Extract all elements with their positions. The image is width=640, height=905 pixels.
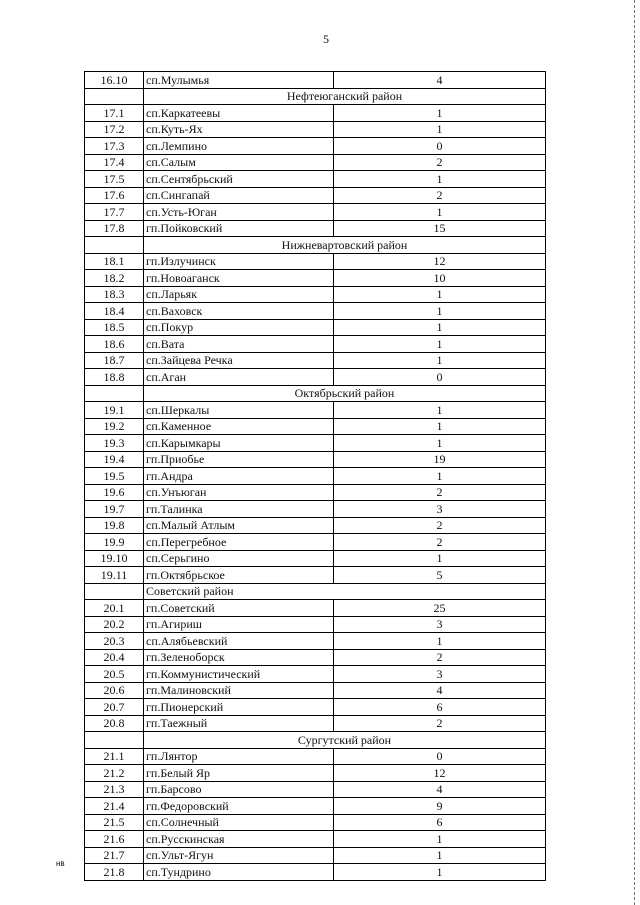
row-number: 16.10	[85, 72, 144, 89]
table-row	[85, 633, 546, 650]
settlement-value: 2	[334, 534, 546, 551]
table-row	[85, 418, 546, 435]
settlement-value: 1	[334, 336, 546, 353]
settlement-value: 2	[334, 154, 546, 171]
row-number: 20.3	[85, 633, 144, 650]
row-number: 18.4	[85, 303, 144, 320]
row-number: 17.8	[85, 220, 144, 237]
settlement-value: 1	[334, 352, 546, 369]
table-row	[85, 336, 546, 353]
row-number: 19.2	[85, 418, 144, 435]
settlement-name: сп.Ларьяк	[144, 286, 334, 303]
row-number: 21.4	[85, 798, 144, 815]
settlement-name: сп.Тундрино	[144, 864, 334, 881]
settlement-name: сп.Сингапай	[144, 187, 334, 204]
district-row	[85, 385, 546, 402]
district-row-spacer	[85, 583, 144, 600]
settlement-value: 1	[334, 303, 546, 320]
row-number: 21.3	[85, 781, 144, 798]
settlement-name: сп.Солнечный	[144, 814, 334, 831]
row-number: 19.11	[85, 567, 144, 584]
settlement-name: сп.Каменное	[144, 418, 334, 435]
settlement-name: сп.Карымкары	[144, 435, 334, 452]
district-row-spacer	[85, 237, 144, 254]
settlement-value: 1	[334, 204, 546, 221]
settlement-name: гп.Пионерский	[144, 699, 334, 716]
settlement-value: 6	[334, 814, 546, 831]
settlement-name: сп.Куть-Ях	[144, 121, 334, 138]
row-number: 20.4	[85, 649, 144, 666]
settlement-value: 25	[334, 600, 546, 617]
settlement-value: 2	[334, 715, 546, 732]
settlement-name: гп.Талинка	[144, 501, 334, 518]
table-row	[85, 187, 546, 204]
row-number: 18.2	[85, 270, 144, 287]
district-name: Советский район	[144, 583, 546, 600]
settlement-name: гп.Лянтор	[144, 748, 334, 765]
table-row	[85, 138, 546, 155]
settlement-name: сп.Аган	[144, 369, 334, 386]
district-name: Нижневартовский район	[144, 237, 546, 254]
row-number: 20.8	[85, 715, 144, 732]
settlement-value: 2	[334, 484, 546, 501]
table-row	[85, 204, 546, 221]
settlement-value: 0	[334, 369, 546, 386]
table-row	[85, 781, 546, 798]
table-row	[85, 286, 546, 303]
settlement-value: 1	[334, 121, 546, 138]
settlement-value: 1	[334, 468, 546, 485]
table-row	[85, 798, 546, 815]
table-row	[85, 105, 546, 122]
row-number: 17.2	[85, 121, 144, 138]
table-row	[85, 303, 546, 320]
settlement-value: 19	[334, 451, 546, 468]
settlement-value: 4	[334, 72, 546, 89]
settlement-value: 0	[334, 138, 546, 155]
district-row	[85, 237, 546, 254]
table-row	[85, 72, 546, 89]
table-row	[85, 484, 546, 501]
settlement-value: 12	[334, 765, 546, 782]
settlement-name: сп.Лемпино	[144, 138, 334, 155]
settlement-value: 6	[334, 699, 546, 716]
row-number: 18.6	[85, 336, 144, 353]
row-number: 21.5	[85, 814, 144, 831]
settlement-value: 4	[334, 682, 546, 699]
table-row	[85, 831, 546, 848]
row-number: 18.5	[85, 319, 144, 336]
district-row-spacer	[85, 88, 144, 105]
table-row	[85, 699, 546, 716]
settlement-value: 1	[334, 831, 546, 848]
row-number: 19.8	[85, 517, 144, 534]
settlement-value: 2	[334, 649, 546, 666]
table-row	[85, 171, 546, 188]
settlement-name: сп.Ваховск	[144, 303, 334, 320]
row-number: 21.1	[85, 748, 144, 765]
table-row	[85, 468, 546, 485]
settlement-name: гп.Пойковский	[144, 220, 334, 237]
row-number: 17.7	[85, 204, 144, 221]
settlement-value: 1	[334, 633, 546, 650]
row-number: 20.6	[85, 682, 144, 699]
row-number: 20.2	[85, 616, 144, 633]
settlement-name: гп.Агириш	[144, 616, 334, 633]
row-number: 19.5	[85, 468, 144, 485]
page-number: 5	[323, 32, 329, 46]
row-number: 19.6	[85, 484, 144, 501]
row-number: 19.4	[85, 451, 144, 468]
settlement-name: гп.Белый Яр	[144, 765, 334, 782]
table-row	[85, 666, 546, 683]
settlement-name: гп.Излучинск	[144, 253, 334, 270]
settlement-name: гп.Таежный	[144, 715, 334, 732]
table-row	[85, 682, 546, 699]
settlement-value: 1	[334, 171, 546, 188]
table-row	[85, 154, 546, 171]
settlement-value: 1	[334, 402, 546, 419]
settlement-value: 12	[334, 253, 546, 270]
settlement-name: сп.Алябьевский	[144, 633, 334, 650]
settlement-name: сп.Усть-Юган	[144, 204, 334, 221]
settlement-name: сп.Каркатеевы	[144, 105, 334, 122]
settlement-name: сп.Серьгино	[144, 550, 334, 567]
settlement-name: гп.Федоровский	[144, 798, 334, 815]
table-row	[85, 864, 546, 881]
settlement-value: 2	[334, 517, 546, 534]
row-number: 21.8	[85, 864, 144, 881]
table-row	[85, 220, 546, 237]
row-number: 19.3	[85, 435, 144, 452]
district-name: Сургутский район	[144, 732, 546, 749]
row-number: 17.1	[85, 105, 144, 122]
table-row	[85, 319, 546, 336]
settlement-name: гп.Советский	[144, 600, 334, 617]
settlement-name: гп.Новоаганск	[144, 270, 334, 287]
row-number: 19.7	[85, 501, 144, 518]
settlement-value: 3	[334, 616, 546, 633]
settlement-value: 1	[334, 435, 546, 452]
settlement-name: сп.Покур	[144, 319, 334, 336]
settlement-name: гп.Зеленоборск	[144, 649, 334, 666]
settlement-name: сп.Унъюган	[144, 484, 334, 501]
district-row-spacer	[85, 732, 144, 749]
table-row	[85, 253, 546, 270]
settlement-name: сп.Вата	[144, 336, 334, 353]
row-number: 18.8	[85, 369, 144, 386]
district-row-spacer	[85, 385, 144, 402]
scan-edge	[634, 0, 636, 905]
table-row	[85, 121, 546, 138]
table-row	[85, 616, 546, 633]
settlement-value: 1	[334, 550, 546, 567]
settlement-value: 10	[334, 270, 546, 287]
row-number: 17.5	[85, 171, 144, 188]
settlement-value: 15	[334, 220, 546, 237]
table-row	[85, 715, 546, 732]
table-row	[85, 748, 546, 765]
row-number: 19.1	[85, 402, 144, 419]
table-row	[85, 451, 546, 468]
settlement-name: сп.Салым	[144, 154, 334, 171]
settlement-value: 1	[334, 286, 546, 303]
table-row	[85, 534, 546, 551]
settlement-value: 4	[334, 781, 546, 798]
table-row	[85, 402, 546, 419]
settlement-name: гп.Малиновский	[144, 682, 334, 699]
row-number: 18.1	[85, 253, 144, 270]
district-row	[85, 732, 546, 749]
settlement-name: сп.Перегребное	[144, 534, 334, 551]
settlement-value: 0	[334, 748, 546, 765]
table-row	[85, 550, 546, 567]
table-row	[85, 814, 546, 831]
settlement-value: 3	[334, 501, 546, 518]
table-row	[85, 567, 546, 584]
row-number: 18.3	[85, 286, 144, 303]
table-body	[85, 72, 546, 881]
settlement-name: сп.Русскинская	[144, 831, 334, 848]
settlement-value: 2	[334, 187, 546, 204]
settlement-name: гп.Барсово	[144, 781, 334, 798]
row-number: 21.2	[85, 765, 144, 782]
row-number: 20.5	[85, 666, 144, 683]
district-row	[85, 88, 546, 105]
settlement-name: сп.Ульт-Ягун	[144, 847, 334, 864]
settlement-value: 1	[334, 319, 546, 336]
table-row	[85, 501, 546, 518]
row-number: 21.7	[85, 847, 144, 864]
row-number: 18.7	[85, 352, 144, 369]
district-row	[85, 583, 546, 600]
table-row	[85, 600, 546, 617]
settlement-value: 1	[334, 864, 546, 881]
row-number: 17.6	[85, 187, 144, 204]
settlement-value: 9	[334, 798, 546, 815]
row-number: 20.7	[85, 699, 144, 716]
district-name: Нефтеюганский район	[144, 88, 546, 105]
settlement-name: гп.Коммунистический	[144, 666, 334, 683]
row-number: 17.3	[85, 138, 144, 155]
settlement-value: 1	[334, 418, 546, 435]
settlement-value: 1	[334, 847, 546, 864]
settlement-name: гп.Октябрьское	[144, 567, 334, 584]
settlement-name: сп.Малый Атлым	[144, 517, 334, 534]
settlement-value: 3	[334, 666, 546, 683]
row-number: 17.4	[85, 154, 144, 171]
table-row	[85, 517, 546, 534]
settlement-name: сп.Мулымья	[144, 72, 334, 89]
row-number: 19.9	[85, 534, 144, 551]
table-row	[85, 270, 546, 287]
table-row	[85, 765, 546, 782]
row-number: 19.10	[85, 550, 144, 567]
settlement-name: сп.Шеркалы	[144, 402, 334, 419]
row-number: 20.1	[85, 600, 144, 617]
district-name: Октябрьский район	[144, 385, 546, 402]
table-row	[85, 369, 546, 386]
table-row	[85, 847, 546, 864]
settlement-name: гп.Приобье	[144, 451, 334, 468]
table-row	[85, 352, 546, 369]
settlement-value: 5	[334, 567, 546, 584]
settlement-name: сп.Сентябрьский	[144, 171, 334, 188]
table-row	[85, 435, 546, 452]
table-row	[85, 649, 546, 666]
row-number: 21.6	[85, 831, 144, 848]
footer-mark: нв	[56, 859, 65, 868]
settlement-value: 1	[334, 105, 546, 122]
settlements-table	[84, 71, 546, 881]
settlement-name: сп.Зайцева Речка	[144, 352, 334, 369]
settlement-name: гп.Андра	[144, 468, 334, 485]
